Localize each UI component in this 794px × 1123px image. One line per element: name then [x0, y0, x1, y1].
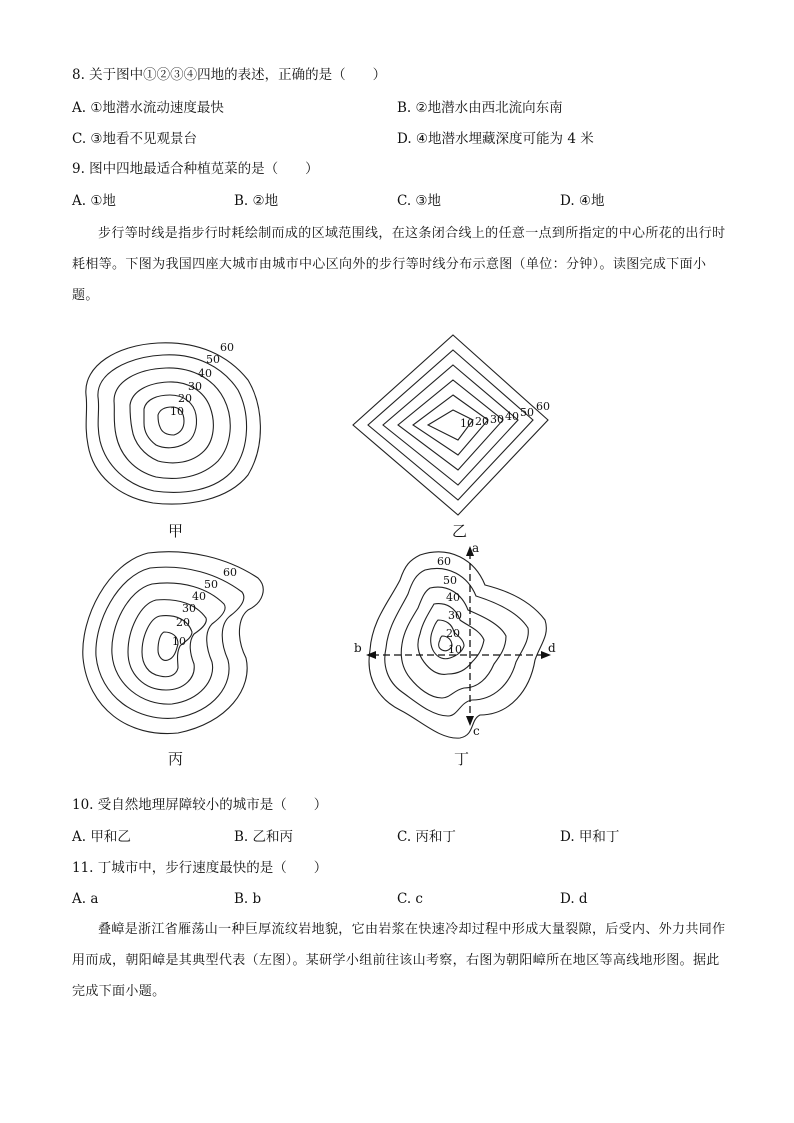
- jia-label-40: 40: [198, 367, 212, 380]
- yi-label-60: 60: [536, 400, 550, 413]
- ding-axis-label-b: b: [354, 641, 362, 655]
- passage-walking-isochrone: 步行等时线是指步行时耗绘制而成的区域范围线，在这条闭合线上的任意一点到所指定的中心所花的出行时耗相等。下图为我国四座大城市由城市中心区向外的步行等时线分布示意图（单位：分钟）。读图完成下面小题。: [72, 226, 726, 303]
- ding-label-30: 30: [448, 609, 462, 622]
- q8-stem: 8. 关于图中①②③④四地的表述，正确的是（ ）: [72, 67, 387, 83]
- q10-option-d: D. 甲和丁: [560, 829, 620, 845]
- ding-label-50: 50: [443, 574, 457, 587]
- q9-option-d: D. ④地: [560, 193, 605, 209]
- jia-label-60: 60: [220, 341, 234, 354]
- q11-option-c: C. c: [397, 891, 423, 907]
- ding-label-20: 20: [446, 627, 460, 640]
- q11-option-b: B. b: [234, 891, 262, 907]
- jia-label-20: 20: [178, 392, 192, 405]
- isochrone-map-bing: [78, 548, 278, 738]
- jia-label-30: 30: [188, 380, 202, 393]
- q9-option-b: B. ②地: [234, 193, 279, 209]
- ding-axis-label-c: c: [473, 724, 480, 738]
- ding-axis-label-a: a: [472, 541, 480, 555]
- q11-option-a: A. a: [72, 891, 99, 907]
- yi-label-20: 20: [475, 415, 489, 428]
- isochrone-map-jia: [78, 335, 278, 515]
- q10-option-c: C. 丙和丁: [397, 829, 456, 845]
- yi-label-50: 50: [520, 406, 534, 419]
- ding-label-10: 10: [448, 643, 462, 656]
- bing-label-50: 50: [204, 578, 218, 591]
- q8-option-b: B. ②地潜水由西北流向东南: [397, 100, 563, 116]
- caption-yi: 乙: [452, 522, 468, 540]
- q8-option-d: D. ④地潜水埋藏深度可能为 4 米: [397, 131, 594, 147]
- bing-label-30: 30: [182, 602, 196, 615]
- ding-label-40: 40: [446, 591, 460, 604]
- caption-jia: 甲: [168, 522, 184, 540]
- bing-label-60: 60: [223, 566, 237, 579]
- bing-label-40: 40: [192, 590, 206, 603]
- yi-label-30: 30: [490, 413, 504, 426]
- ding-label-60: 60: [437, 555, 451, 568]
- ding-arrow-b: [366, 651, 376, 659]
- q9-option-a: A. ①地: [72, 193, 116, 209]
- yi-label-40: 40: [505, 410, 519, 423]
- caption-bing: 丙: [168, 750, 184, 768]
- yi-label-10: 10: [460, 417, 474, 430]
- isochrone-map-ding: [354, 540, 570, 740]
- q8-option-a: A. ①地潜水流动速度最快: [72, 100, 224, 116]
- passage-yandang-mountain: 叠嶂是浙江省雁荡山一种巨厚流纹岩地貌，它由岩浆在快速冷却过程中形成大量裂隙，后受内、外力共同作用而成，朝阳嶂是其典型代表（左图）。某研学小组前往该山考察，右图为朝阳嶂所在地区等高线地形图。据此完成下面小题。: [72, 922, 726, 999]
- bing-label-10: 10: [172, 635, 186, 648]
- jia-label-50: 50: [206, 353, 220, 366]
- q11-option-d: D. d: [560, 891, 588, 907]
- q8-option-c: C. ③地看不见观景台: [72, 131, 198, 147]
- ding-axis-label-d: d: [548, 641, 556, 655]
- q9-stem: 9. 图中四地最适合种植苋菜的是（ ）: [72, 161, 319, 177]
- q11-stem: 11. 丁城市中，步行速度最快的是（ ）: [72, 860, 328, 876]
- q10-stem: 10. 受自然地理屏障较小的城市是（ ）: [72, 797, 328, 813]
- isochrone-map-yi: [348, 330, 558, 520]
- q9-option-c: C. ③地: [397, 193, 442, 209]
- jia-label-10: 10: [170, 405, 184, 418]
- q10-option-b: B. 乙和丙: [234, 829, 294, 845]
- bing-label-20: 20: [176, 616, 190, 629]
- q10-option-a: A. 甲和乙: [72, 829, 131, 845]
- caption-ding: 丁: [454, 750, 470, 768]
